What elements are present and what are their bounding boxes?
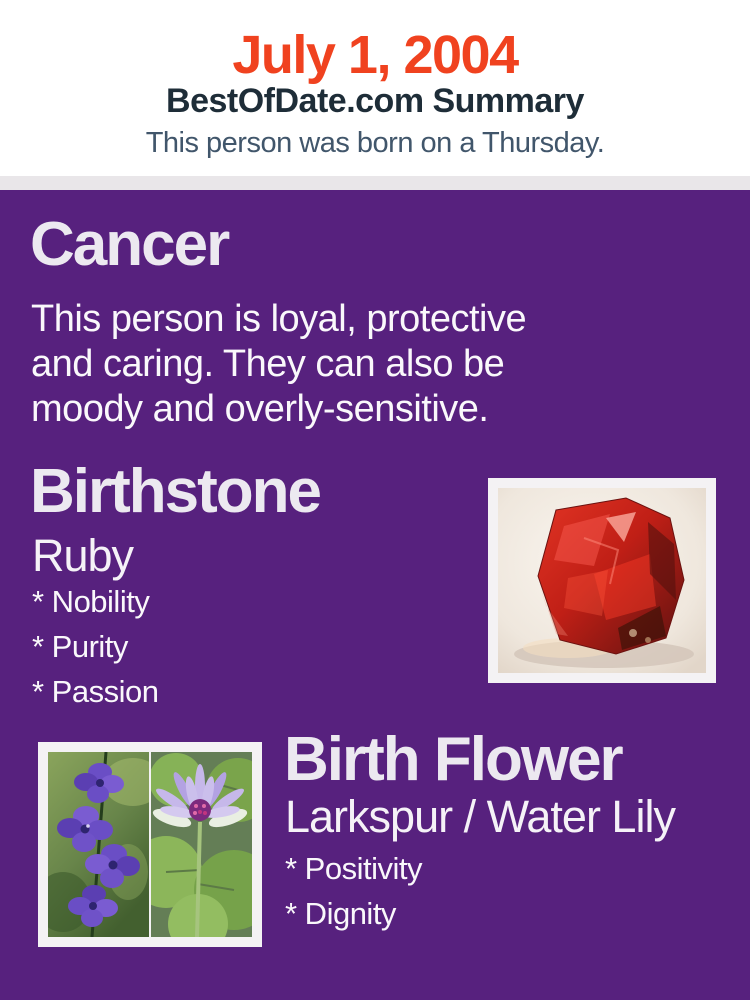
header xyxy=(0,0,750,176)
larkspur-water-lily-illustration xyxy=(48,752,252,937)
birthstone-trait: * Purity xyxy=(32,629,128,664)
header-divider xyxy=(0,176,750,190)
birth-flower-trait: * Positivity xyxy=(285,851,422,886)
date-title: July 1, 2004 xyxy=(232,25,518,85)
birth-flower-name: Larkspur / Water Lily xyxy=(285,791,675,842)
weekday-note: This person was born on a Thursday. xyxy=(145,127,605,159)
birth-flower-image xyxy=(38,742,262,947)
birthstone-trait: * Nobility xyxy=(32,584,150,619)
birthstone-title: Birthstone xyxy=(30,457,320,526)
birth-flower-title: Birth Flower xyxy=(284,725,622,794)
zodiac-description-line: and caring. They can also be xyxy=(31,343,505,385)
birthstone-trait: * Passion xyxy=(32,674,159,709)
zodiac-sign-title: Cancer xyxy=(30,210,229,279)
zodiac-description-line: moody and overly-sensitive. xyxy=(31,388,489,430)
birthstone-name: Ruby xyxy=(32,530,134,581)
ruby-gem-illustration xyxy=(498,488,706,673)
site-summary-title: BestOfDate.com Summary xyxy=(166,82,584,120)
ruby-image xyxy=(488,478,716,683)
birth-flower-trait: * Dignity xyxy=(285,896,396,931)
zodiac-description-line: This person is loyal, protective xyxy=(31,298,527,340)
